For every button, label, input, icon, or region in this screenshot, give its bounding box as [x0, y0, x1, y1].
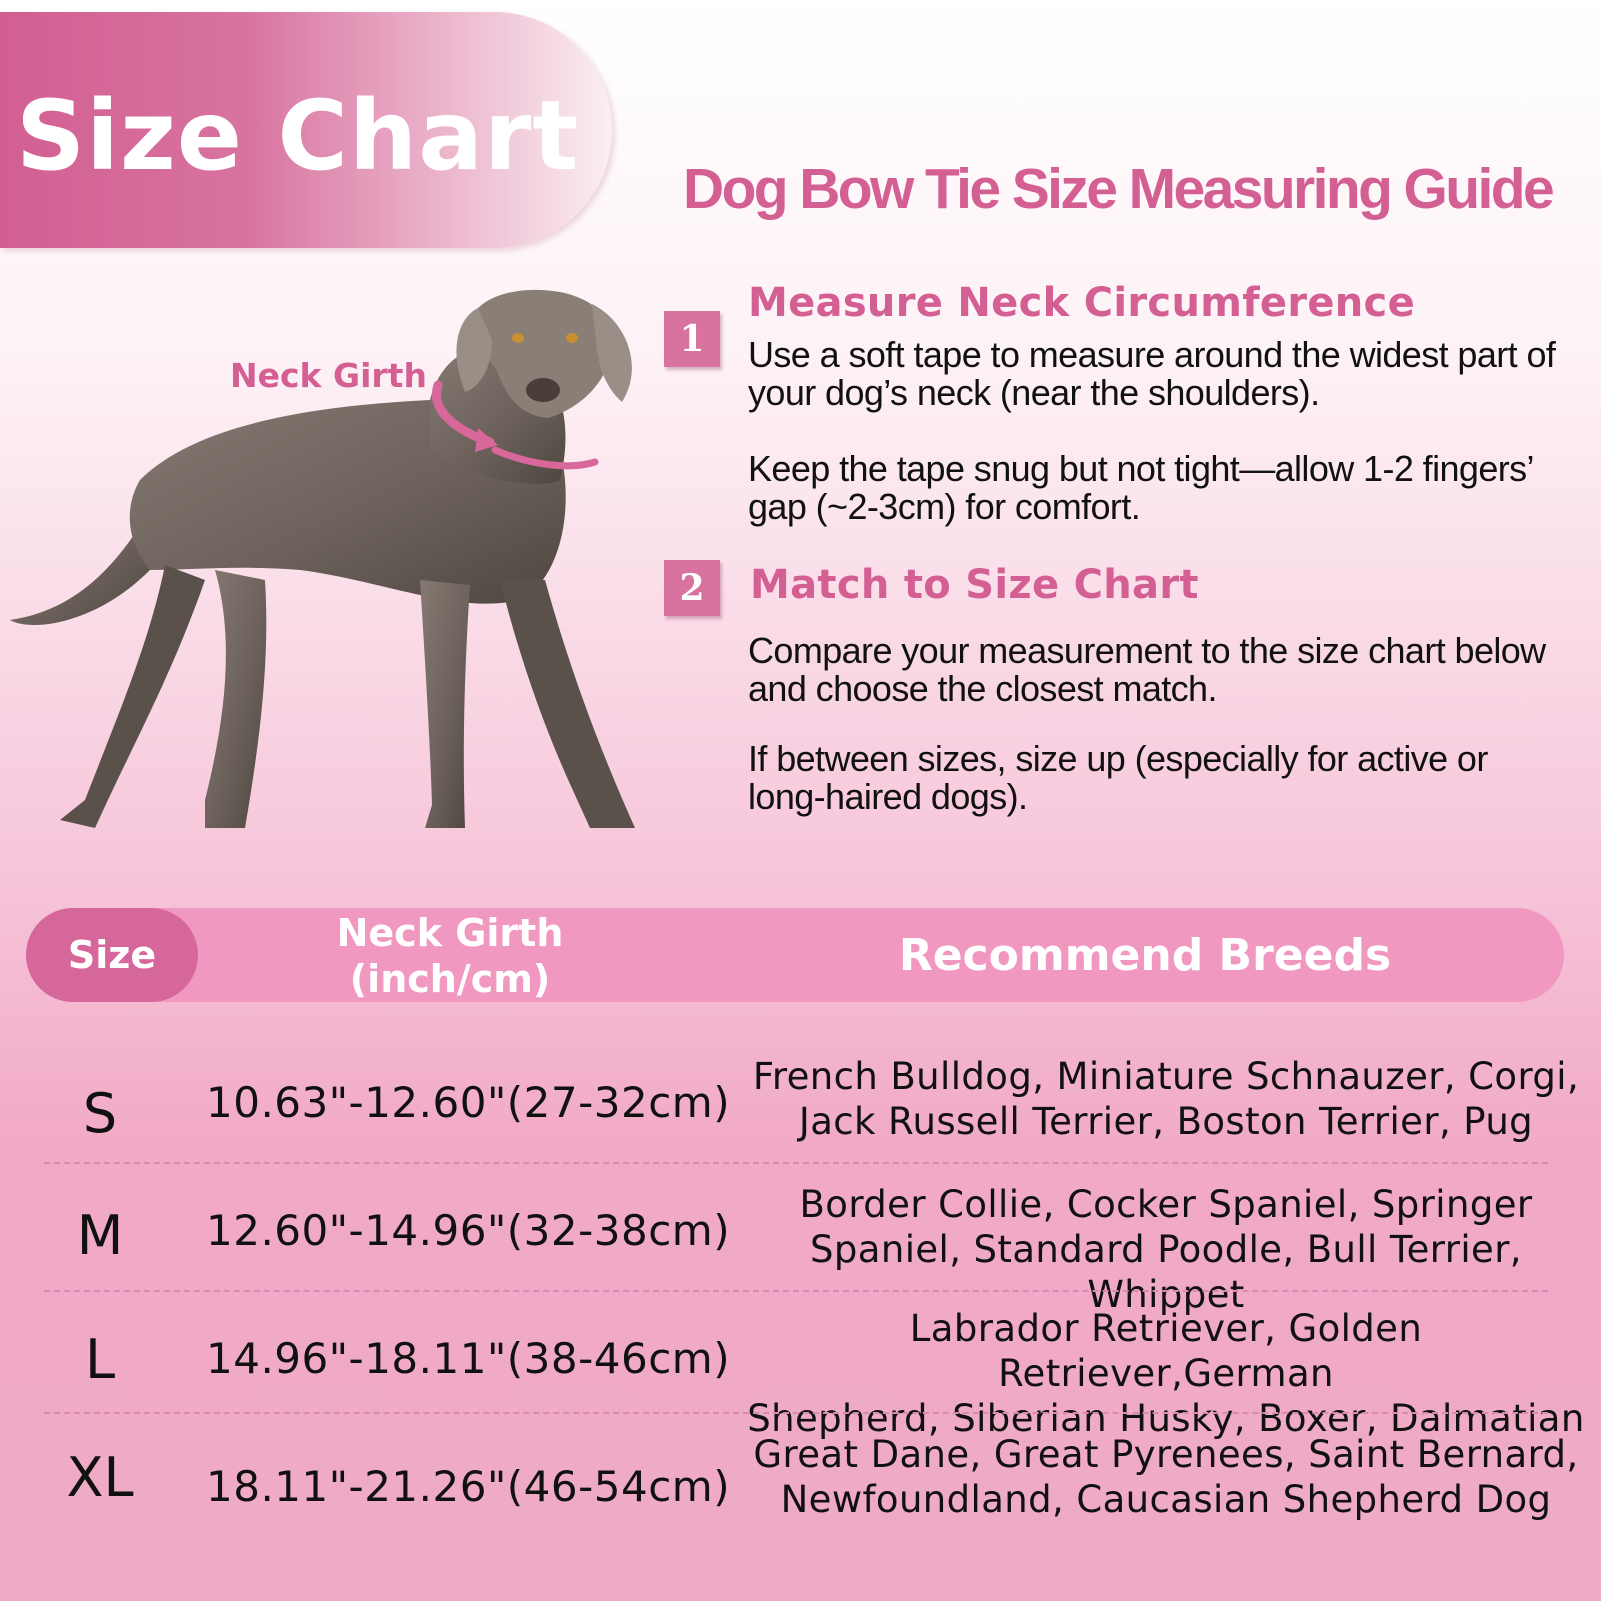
row-divider	[44, 1290, 1548, 1292]
header-size: Size	[26, 908, 198, 1002]
row-girth: 18.11"-21.26"(46-54cm)	[206, 1462, 731, 1511]
header-recommend-breeds: Recommend Breeds	[898, 930, 1392, 981]
table-row-m	[0, 1178, 1601, 1316]
row-size: XL	[66, 1446, 134, 1509]
dog-ear-right	[592, 304, 632, 402]
table-row-s	[0, 1050, 1601, 1160]
header-neck-girth-line2: (inch/cm)	[349, 957, 551, 1001]
row-size: L	[84, 1328, 116, 1391]
row-breeds	[738, 1054, 1594, 1144]
dog-tail	[10, 510, 150, 625]
dog-leg-front-left	[420, 580, 470, 828]
row-breeds-line2: Newfoundland, Caucasian Shepherd Dog	[780, 1478, 1552, 1521]
row-breeds-line2: Spaniel, Standard Poodle, Bull Terrier, Whippet	[810, 1228, 1522, 1316]
row-divider	[44, 1162, 1548, 1164]
row-breeds-line2: Shepherd, Siberian Husky, Boxer, Dalmatian	[747, 1397, 1585, 1440]
row-size: S	[82, 1082, 118, 1145]
row-breeds-line1: Border Collie, Cocker Spaniel, Springer	[799, 1183, 1533, 1226]
row-breeds-line2: Jack Russell Terrier, Boston Terrier, Pug	[798, 1100, 1534, 1143]
table-row-l	[0, 1304, 1601, 1440]
dog-nose	[526, 378, 560, 402]
step-2-badge: 2	[664, 560, 720, 616]
dog-leg-front-right	[500, 580, 635, 828]
dog-eye-right	[566, 333, 578, 343]
guide-title: Dog Bow Tie Size Measuring Guide	[683, 157, 1553, 221]
dog-leg-rear-right	[205, 570, 266, 828]
neck-girth-label: Neck Girth	[230, 356, 427, 395]
row-divider	[44, 1412, 1548, 1414]
header-neck-girth	[300, 910, 600, 1002]
row-girth: 14.96"-18.11"(38-46cm)	[206, 1334, 731, 1383]
row-breeds-line1: French Bulldog, Miniature Schnauzer, Corgi,	[752, 1055, 1580, 1098]
step-1-text-1: Use a soft tape to measure around the widest part of your dog’s neck (near the shoulders).	[748, 334, 1556, 413]
table-row-xl	[0, 1432, 1601, 1542]
step-1-heading: Measure Neck Circumference	[748, 280, 1415, 326]
step-2-text-2: If between sizes, size up (especially for active or long-haired dogs).	[748, 738, 1488, 817]
row-breeds	[738, 1306, 1594, 1441]
step-1-text-2: Keep the tape snug but not tight—allow 1-2 fingers’ gap (~2-3cm) for comfort.	[748, 448, 1533, 527]
page-title: Size Chart	[16, 80, 580, 192]
row-size: M	[76, 1204, 124, 1267]
row-breeds-line1: Labrador Retriever, Golden Retriever,German	[909, 1307, 1423, 1395]
row-girth: 12.60"-14.96"(32-38cm)	[206, 1206, 731, 1255]
step-1-badge: 1	[664, 311, 720, 367]
step-2-heading: Match to Size Chart	[750, 562, 1199, 608]
row-girth: 10.63"-12.60"(27-32cm)	[206, 1078, 731, 1127]
row-breeds	[738, 1432, 1594, 1522]
row-breeds-line1: Great Dane, Great Pyrenees, Saint Bernard,	[753, 1433, 1579, 1476]
header-neck-girth-line1: Neck Girth	[336, 911, 564, 955]
step-2-text-1: Compare your measurement to the size chart below and choose the closest match.	[748, 630, 1546, 709]
row-breeds	[738, 1182, 1594, 1317]
dog-eye-left	[512, 333, 524, 343]
